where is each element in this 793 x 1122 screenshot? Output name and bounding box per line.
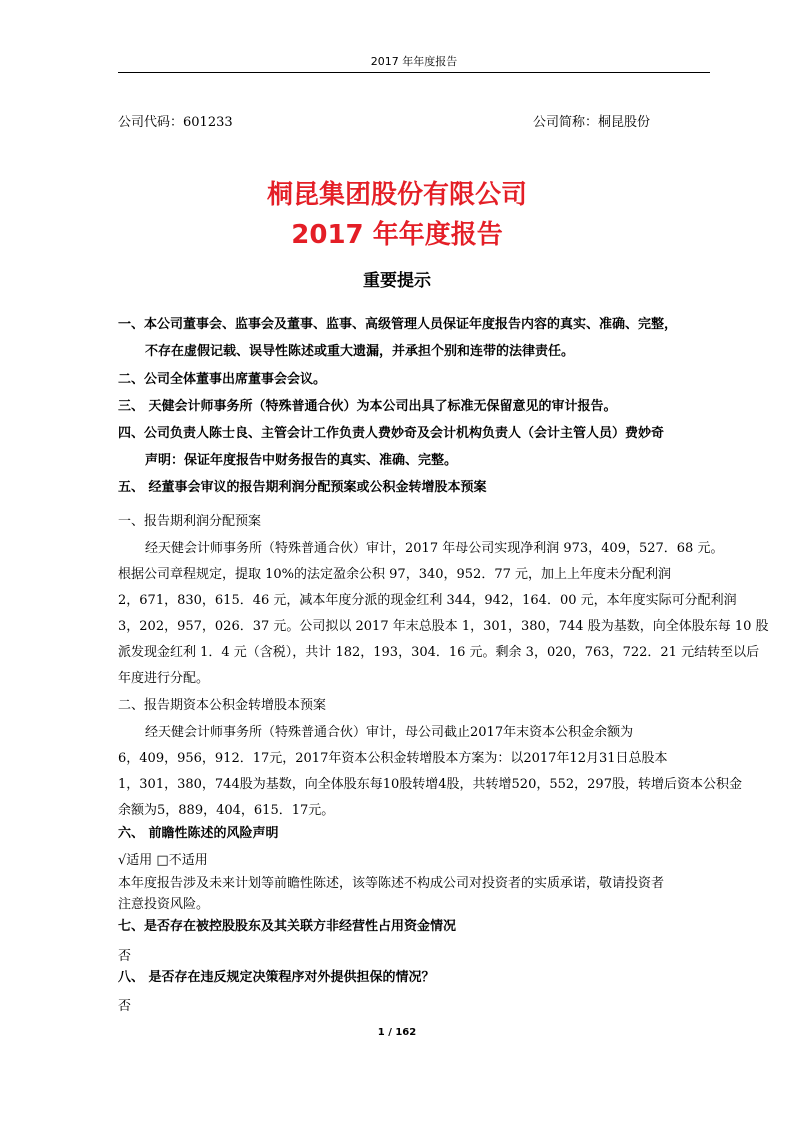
section-8-heading: 八、 是否存在违反规定决策程序对外提供担保的情况？ — [118, 970, 435, 985]
risk-line: 本年度报告涉及未来计划等前瞻性陈述，该等陈述不构成公司对投资者的实质承诺，敬请投资者 — [118, 876, 665, 891]
important-notice-heading: 重要提示 — [363, 271, 431, 291]
notice-1-line-2: 不存在虚假记载、误导性陈述或重大遗漏，并承担个别和连带的法律责任。 — [145, 344, 575, 359]
capital-line: 余额为5，889，404，615．17元。 — [118, 803, 335, 818]
company-name-title: 桐昆集团股份有限公司 — [266, 180, 527, 210]
profit-line: 经天健会计师事务所（特殊普通合伙）审计，2017 年母公司实现净利润 973，409，527．68 元。 — [145, 541, 724, 556]
risk-line: 注意投资风险。 — [118, 897, 210, 912]
capital-line: 经天健会计师事务所（特殊普通合伙）审计，母公司截止2017年末资本公积金余额为 — [145, 725, 634, 740]
notice-4-line-2: 声明：保证年度报告中财务报告的真实、准确、完整。 — [145, 453, 458, 468]
profit-line: 根据公司章程规定，提取 10%的法定盈余公积 97，340，952．77 元，加上上年度未分配利润 — [118, 567, 672, 582]
profit-heading: 一、报告期利润分配预案 — [118, 514, 262, 529]
section-7-heading: 七、是否存在被控股股东及其关联方非经营性占用资金情况 — [118, 919, 457, 934]
report-title: 2017 年年度报告 — [291, 220, 503, 250]
header-rule — [118, 72, 710, 73]
capital-line: 6，409，956，912．17元，2017年资本公积金转增股本方案为：以2017年12月31日总股本 — [118, 751, 668, 766]
notice-5: 五、 经董事会审议的报告期利润分配预案或公积金转增股本预案 — [118, 480, 487, 495]
risk-applicability-checkbox: √适用 □不适用 — [118, 853, 208, 868]
page-number: 1 / 162 — [377, 1027, 417, 1038]
notice-3: 三、 天健会计师事务所（特殊普通合伙）为本公司出具了标准无保留意见的审计报告。 — [118, 399, 617, 414]
notice-1-line-1: 一、本公司董事会、监事会及董事、监事、高级管理人员保证年度报告内容的真实、准确、完整， — [118, 317, 678, 332]
profit-line: 年度进行分配。 — [118, 671, 210, 686]
company-abbreviation: 公司简称：桐昆股份 — [533, 115, 651, 130]
profit-line: 2，671，830，615．46 元，减本年度分派的现金红利 344，942，164．00 元，本年度实际可分配利润 — [118, 593, 737, 608]
section-8-answer: 否 — [118, 999, 132, 1014]
capital-line: 1，301，380，744股为基数，向全体股东每10股转增4股，共转增520，552，297股，转增后资本公积金 — [118, 777, 742, 792]
notice-2: 二、公司全体董事出席董事会会议。 — [118, 372, 327, 387]
capital-heading: 二、报告期资本公积金转增股本预案 — [118, 698, 327, 713]
profit-line: 3，202，957，026．37 元。公司拟以 2017 年末总股本 1，301，380，744 股为基数，向全体股东每 10 股 — [118, 619, 769, 634]
section-7-answer: 否 — [118, 949, 132, 964]
notice-4-line-1: 四、公司负责人陈士良、主管会计工作负责人费妙奇及会计机构负责人（会计主管人员）费妙奇 — [118, 426, 665, 441]
running-header: 2017 年年度报告 — [370, 55, 458, 68]
profit-line: 派发现金红利 1．4 元（含税），共计 182，193，304．16 元。剩余 3，020，763，722．21 元结转至以后 — [118, 645, 760, 660]
company-code: 公司代码：601233 — [118, 115, 233, 130]
risk-heading: 六、 前瞻性陈述的风险声明 — [118, 826, 279, 841]
